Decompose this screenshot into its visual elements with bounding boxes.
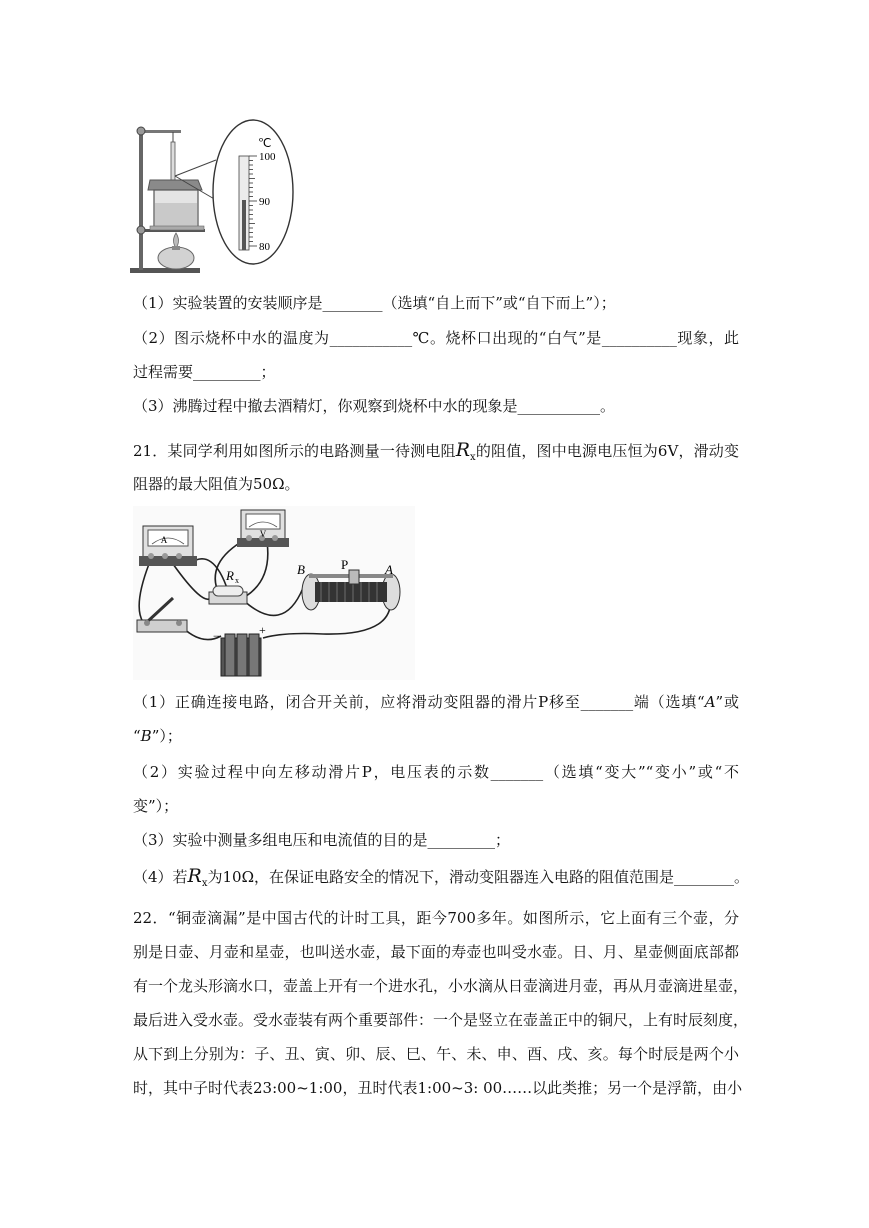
slider-p-label: P xyxy=(341,557,349,572)
voltmeter xyxy=(237,510,289,547)
q20-part2-line2: 过程需要_________； xyxy=(133,363,276,381)
tick-label-100: 100 xyxy=(259,151,276,163)
q20-part1: （1）实验装置的安装顺序是________（选填“自上而下”或“自下而上”）； xyxy=(133,294,616,312)
tick-label-80: 80 xyxy=(259,241,270,253)
q20-part2-line1: （2）图示烧杯中水的温度为___________℃。烧杯口出现的“白气”是__________现象，此 xyxy=(133,329,739,347)
q21-part1-line2: “B”）； xyxy=(133,727,182,745)
battery-minus-label: − xyxy=(213,629,220,643)
q22-line4: 最后进入受水壶。受水壶装有两个重要部件：一个是竖立在壶盖正中的铜尺，上有时辰刻度， xyxy=(133,1011,749,1029)
rx-label: R xyxy=(226,568,234,583)
terminal-b-label: B xyxy=(297,562,305,577)
q21-part1-line1: （1）正确连接电路，闭合开关前，应将滑动变阻器的滑片P移至_______端（选填“A”或 xyxy=(133,693,740,711)
q21-part4: （4）若$R_x$为10Ω，在保证电路安全的情况下，滑动变阻器连入电路的阻值范围是________。 xyxy=(133,865,750,889)
boiling-apparatus-figure xyxy=(128,118,328,278)
q20-part3: （3）沸腾过程中撤去酒精灯，你观察到烧杯中水的现象是___________。 xyxy=(133,397,616,415)
q21-part2-line2: 变”）； xyxy=(133,797,179,815)
q22-line6: 时，其中子时代表23:00~1:00，丑时代表1:00~3: 00……以此类推；另一个是浮箭，由小 xyxy=(133,1079,743,1097)
ammeter-label: A xyxy=(160,535,168,545)
unit-label: ℃ xyxy=(258,136,272,150)
q21-stem-line1: 21．某同学利用如图所示的电路测量一待测电阻$R_x$的阻值，图中电源电压恒为6V，滑动变 xyxy=(133,439,739,463)
q22-line1: 22．“铜壶滴漏”是中国古代的计时工具，距今700多年。如图所示，它上面有三个壶，分 xyxy=(133,909,739,927)
q22-line3: 有一个龙头形滴水口，壶盖上开有一个进水孔，小水滴从日壶滴进月壶，再从月壶滴进星壶， xyxy=(133,977,749,995)
slider-p xyxy=(349,570,359,584)
rx-label-sub: x xyxy=(235,576,239,585)
circuit-figure xyxy=(133,506,415,680)
q21-stem-line2: 阻器的最大阻值为50Ω。 xyxy=(133,475,300,493)
q22-line2: 别是日壶、月壶和星壶，也叫送水壶，最下面的寿壶也叫受水壶。日、月、星壶侧面底部都 xyxy=(133,943,739,961)
tick-label-90: 90 xyxy=(259,196,270,208)
q21-part2-line1: （2）实验过程中向左移动滑片P，电压表的示数_______（选填“变大”“变小”或“不 xyxy=(133,763,739,781)
battery-plus-label: + xyxy=(259,623,266,637)
voltmeter-label: V xyxy=(259,529,267,539)
q22-line5: 从下到上分别为：子、丑、寅、卯、辰、巳、午、未、申、酉、戌、亥。每个时辰是两个小 xyxy=(133,1045,739,1063)
q21-part3: （3）实验中测量多组电压和电流值的目的是_________； xyxy=(133,831,511,849)
ammeter xyxy=(139,526,197,566)
stand-rod xyxy=(139,130,143,270)
terminal-a-label: A xyxy=(385,562,393,577)
